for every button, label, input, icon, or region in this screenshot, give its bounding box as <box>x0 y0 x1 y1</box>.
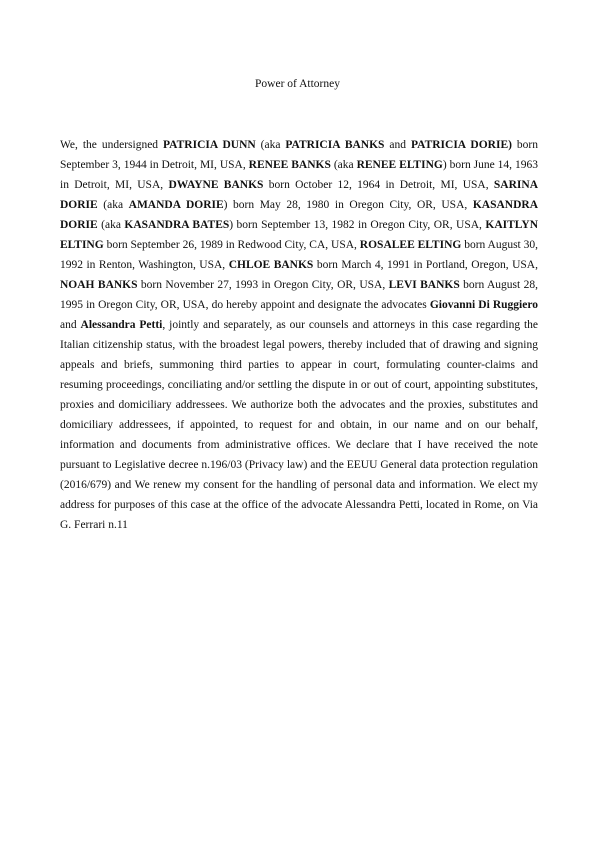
party-name: KAITLYN ELTING <box>60 219 538 251</box>
body-text-segment: born September 3, 1944 in Detroit, MI, USA, <box>60 139 538 171</box>
party-name: RENEE ELTING <box>356 159 443 171</box>
party-name: CHLOE BANKS <box>228 259 314 271</box>
body-text-segment: ) born May 28, 1980 in Oregon City, OR, USA, <box>223 199 473 211</box>
body-text-segment: born August 28, 1995 in Oregon City, OR, USA, do hereby appoint and designate the advocates <box>60 279 538 311</box>
body-text-segment: and <box>384 139 411 151</box>
body-text-segment: born March 4, 1991 in Portland, Oregon, USA, <box>313 259 538 271</box>
party-name: SARINA DORIE <box>60 179 538 211</box>
body-text-segment: born October 12, 1964 in Detroit, MI, USA, <box>263 179 494 191</box>
body-text-segment: (aka <box>97 219 125 231</box>
body-text-segment: We, the undersigned <box>60 139 163 151</box>
party-name: DWAYNE BANKS <box>168 179 264 191</box>
body-text-segment: , jointly and separately, as our counsels and attorneys in this case regarding the Italian citizenship status, with the broadest legal powers, thereby included that of drawing and signing appeals and briefs, summoning third parties to appear in court, formulating counter-claims and resuming proceedings, conciliating and/or settling the dispute in or out of court, appointing substitutes, proxies and domiciliary addressees. We authorize both the advocates and the proxies, substitutes and domiciliary addressees, if appointed, to request for and obtain, in our name and on our behalf, information and documents from administrative offices. We declare that I have received the note pursuant to Legislative decree n.196/03 (Privacy law) and the EEUU General data protection regulation (2016/679) and We renew my consent for the handling of personal data and information. We elect my address for purposes of this case at the office of the advocate Alessandra Petti, located in Rome, on Via G. Ferrari n.11 <box>60 319 539 531</box>
body-text-segment: (aka <box>255 139 286 151</box>
party-name: RENEE BANKS <box>248 159 331 171</box>
body-text-segment: (aka <box>330 159 357 171</box>
body-text-segment: born August 30, 1992 in Renton, Washington, USA, <box>60 239 539 271</box>
body-text-segment: born November 27, 1993 in Oregon City, OR, USA, <box>137 279 389 291</box>
party-name: AMANDA DORIE <box>128 199 224 211</box>
party-name: Giovanni Di Ruggiero <box>429 299 538 311</box>
party-name: NOAH BANKS <box>60 279 138 291</box>
party-name: LEVI BANKS <box>388 279 460 291</box>
document-title: Power of Attorney <box>255 78 340 90</box>
party-name: PATRICIA DORIE) <box>410 139 512 151</box>
party-name: KASANDRA DORIE <box>60 199 538 231</box>
body-text-segment: ) born September 13, 1982 in Oregon City, OR, USA, <box>229 219 486 231</box>
party-name: ROSALEE ELTING <box>359 239 462 251</box>
party-name: PATRICIA BANKS <box>285 139 385 151</box>
party-name: PATRICIA DUNN <box>163 139 256 151</box>
party-name: KASANDRA BATES <box>124 219 230 231</box>
body-text-segment: ) born June 14, 1963 in Detroit, MI, USA, <box>60 159 539 191</box>
body-text-segment: born September 26, 1989 in Redwood City, CA, USA, <box>103 239 360 251</box>
body-text-segment: and <box>60 319 81 331</box>
document-body <box>60 135 538 535</box>
body-text-segment: (aka <box>97 199 129 211</box>
party-name: Alessandra Petti <box>80 319 163 331</box>
